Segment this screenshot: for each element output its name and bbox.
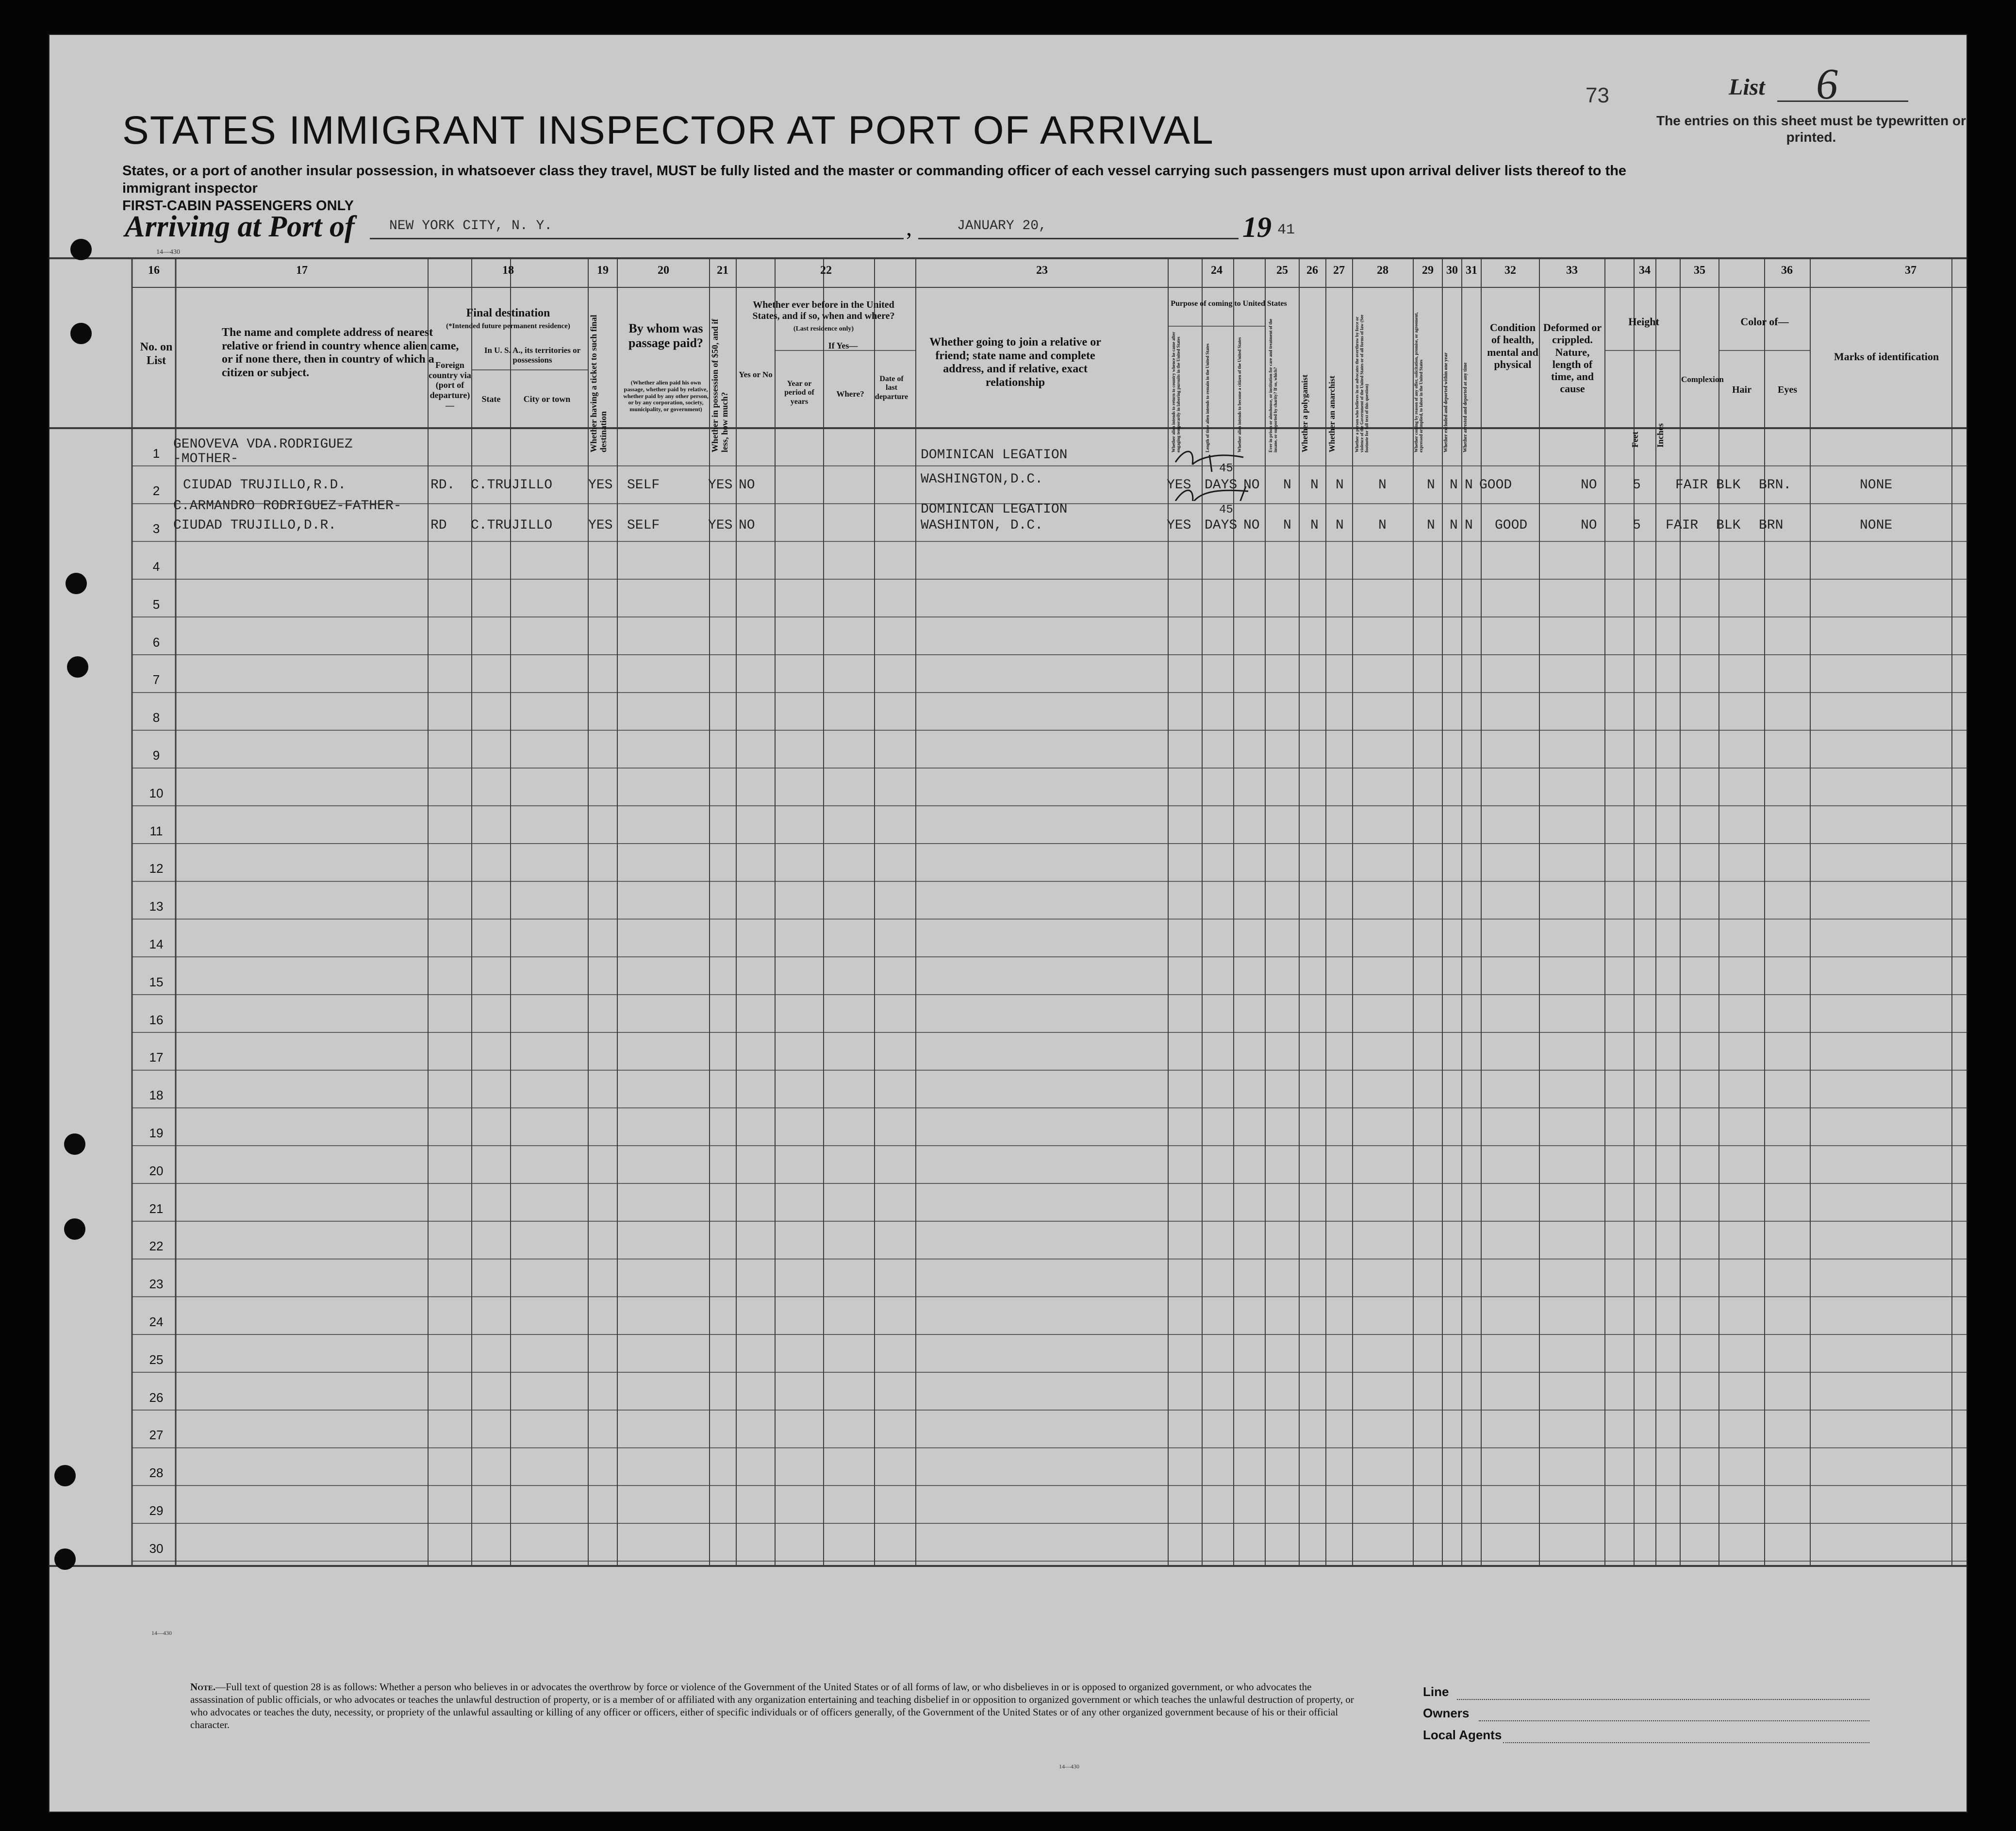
col19-header: Whether having a ticket to such final destination <box>589 315 608 452</box>
note-label: Note. <box>190 1681 216 1693</box>
line-dots <box>1457 1699 1869 1700</box>
entry2-money: YES <box>708 518 733 533</box>
row-number: 9 <box>152 748 160 763</box>
column-number: 25 <box>1276 264 1288 277</box>
col25-header: Ever in prison or almshouse, or institution for care and treatment of the insane, or supported by charity? If so, which? <box>1268 318 1278 452</box>
column-number: 36 <box>1781 264 1793 277</box>
col37-header: Marks of identification <box>1834 350 1939 363</box>
entry2-eyes: BRN <box>1759 518 1784 533</box>
col18-note: (*Intended future permanent residence) <box>446 322 570 330</box>
list-label: List <box>1729 74 1765 100</box>
entry2-before: NO <box>739 518 755 533</box>
entry1-state-city: C.TRUJILLO <box>471 478 553 493</box>
row-number: 13 <box>149 899 164 914</box>
row-number: 27 <box>149 1428 164 1443</box>
col29-header: Whether coming by reason of any offer, solicitation, promise, or agreement, expressed or implied, to labor in the United States <box>1414 312 1423 452</box>
row-number: 20 <box>149 1163 164 1178</box>
row-number: 18 <box>149 1088 164 1103</box>
col21-header: Whether in possession of $50, and if less, how much? <box>710 318 729 452</box>
col22-yesno: Yes or No <box>739 370 773 379</box>
col23-header: Whether going to join a relative or friend; state name and complete address, and if relative, exact relationship <box>929 336 1101 389</box>
row-number: 30 <box>149 1541 164 1556</box>
entry2-hair: BLK <box>1716 518 1741 533</box>
column-number: 23 <box>1036 264 1048 277</box>
col18-state: State <box>481 394 501 404</box>
entry2-length-num: 45 <box>1219 503 1233 516</box>
col18-foreign: Foreign country via (port of departure)— <box>429 360 471 410</box>
entry1-ticket: YES <box>588 478 613 493</box>
arriving-label: Arriving at Port of <box>125 210 355 243</box>
entry1-c26: N <box>1310 478 1319 493</box>
row-number: 24 <box>149 1314 164 1329</box>
col24-citizen: Whether alien intends to become a citizen of the United States <box>1237 337 1242 452</box>
entry2-foreign: RD <box>430 518 447 533</box>
subtitle-text: States, or a port of another insular possession, in whatsoever class they travel, MUST be fully listed and the master or commanding officer of each vessel carrying such passengers must upon arrival deliver lists thereof to the immigrant inspector <box>122 163 1627 196</box>
row-number: 4 <box>152 559 160 574</box>
entry2-health: GOOD <box>1495 518 1528 533</box>
column-number: 21 <box>717 264 728 277</box>
row-number: 22 <box>149 1239 164 1254</box>
note-text: —Full text of question 28 is as follows: Whether a person who believes in or advocates the overthrow by force or violence of the Government of the United States or of all forms of law, or who disbelieves in or is opposed to organized government, or who advocates the assassination of public officials, or who advocates or teaches the unlawful destruction of property, or is a member of or affiliated with any organization entertaining and teaching disbelief in or opposition to organized government or which teaches the unlawful destruction of property, or who advocates or teaches the duty, necessity, or propriety of the unlawful assaulting or killing of any officer or officers, either of specific individuals or of officers generally, of the Government of the United States or of any other organized government because of his or their official character. <box>190 1681 1354 1731</box>
entry2-deformed: NO <box>1581 518 1597 533</box>
entry1-health: GOOD <box>1479 478 1512 493</box>
entries-note: The entries on this sheet must be typewritten or printed. <box>1656 113 1966 145</box>
entry1-c27: N <box>1336 478 1344 493</box>
entry1-c25: N <box>1283 478 1291 493</box>
cabin-class: FIRST-CABIN PASSENGERS ONLY <box>122 198 354 214</box>
col20-header: By whom was passage paid? <box>628 321 703 350</box>
column-number: 20 <box>658 264 669 277</box>
page-title: STATES IMMIGRANT INSPECTOR AT PORT OF ARRIVAL <box>122 108 1214 152</box>
column-number: 29 <box>1422 264 1434 277</box>
entry2-join-address: WASHINTON, D.C. <box>921 518 1043 533</box>
date-value: JANUARY 20, <box>957 218 1047 233</box>
entry1-complexion: FAIR <box>1675 478 1708 493</box>
column-number: 19 <box>597 264 609 277</box>
port-value: NEW YORK CITY, N. Y. <box>389 218 553 233</box>
row-number: 15 <box>149 974 164 989</box>
entry1-marks: NONE <box>1860 478 1893 493</box>
entry1-before: NO <box>739 478 755 493</box>
entry2-ticket: YES <box>588 518 613 533</box>
entry1-join-address: WASHINGTON,D.C. <box>921 472 1043 487</box>
comma: , <box>906 215 912 241</box>
column-number: 18 <box>502 264 514 277</box>
col24-title: Purpose of coming to United States <box>1171 300 1287 308</box>
entry1-paid: SELF <box>627 478 660 493</box>
column-number: 24 <box>1211 264 1223 277</box>
entry1-c31: N <box>1465 478 1473 493</box>
col33-header: Deformed or crippled. Nature, length of time, and cause <box>1543 321 1602 395</box>
footnote <box>190 1681 1365 1731</box>
col34-title: Height <box>1628 316 1659 328</box>
col22-note: (Last residence only) <box>793 325 854 333</box>
entry1-money: YES <box>708 478 733 493</box>
entry2-c26: N <box>1310 518 1319 533</box>
row-number: 11 <box>149 823 163 838</box>
punch-hole <box>54 1465 76 1486</box>
col36-title: Color of— <box>1740 316 1789 328</box>
entry1-deformed: NO <box>1581 478 1597 493</box>
entry1-relation: -MOTHER- <box>173 451 239 466</box>
entry2-join: DOMINICAN LEGATION <box>921 502 1068 517</box>
row-number: 5 <box>152 597 160 612</box>
row-number: 28 <box>149 1465 164 1481</box>
year-suffix: 41 <box>1277 222 1295 238</box>
col22-title: Whether ever before in the United States, and if so, when and where? <box>752 300 895 321</box>
entry2-return: YES <box>1167 518 1191 533</box>
entry1-feet: 5 <box>1633 478 1641 493</box>
column-number: 17 <box>296 264 308 277</box>
punch-hole <box>64 1133 85 1155</box>
row-number: 16 <box>149 1012 164 1027</box>
row-number: 6 <box>152 634 160 649</box>
col16-header: No. on List <box>140 341 173 367</box>
handwritten-annotation <box>1166 443 1287 501</box>
col18-city: City or town <box>523 394 571 404</box>
col36-hair: Hair <box>1732 384 1752 395</box>
entry1-c29: N <box>1427 478 1435 493</box>
column-number: 22 <box>820 264 832 277</box>
column-number: 35 <box>1694 264 1705 277</box>
col31-header: Whether arrested and deported at any time <box>1463 362 1468 452</box>
col30-header: Whether excluded and deported within one year <box>1443 352 1449 452</box>
year-prefix: 19 <box>1242 211 1272 243</box>
punch-hole <box>64 1218 85 1240</box>
line-label: Line <box>1423 1684 1449 1699</box>
entry2-feet: 5 <box>1633 518 1641 533</box>
col27-header: Whether an anarchist <box>1327 375 1337 452</box>
entry2-length: DAYS <box>1205 518 1238 533</box>
col32-header: Condition of health, mental and physical <box>1487 321 1538 370</box>
punch-hole <box>54 1548 76 1570</box>
col34-inches: Inches <box>1655 423 1665 448</box>
col17-header: The name and complete address of nearest relative or friend in country whence alien came, or if none there, then in country of which a citizen or subject. <box>222 326 459 379</box>
col18-usa: In U. S. A., its territories or possessions <box>484 346 581 365</box>
entry1-length: DAYS <box>1205 478 1238 493</box>
row-number: 10 <box>149 785 164 800</box>
row-number: 23 <box>149 1277 164 1292</box>
col24-length: Length of time alien intends to remain in the United States <box>1205 343 1210 452</box>
table-grid <box>50 35 1966 1812</box>
punch-hole <box>70 239 92 260</box>
column-number: 28 <box>1377 264 1388 277</box>
entry2-c27: N <box>1336 518 1344 533</box>
row-number: 14 <box>149 936 164 951</box>
row-number: 25 <box>149 1352 164 1367</box>
form-code-footer: 14—430 <box>1059 1763 1079 1770</box>
column-number: 34 <box>1639 264 1651 277</box>
col22-date: Date of last departure <box>875 375 909 401</box>
owners-dots <box>1479 1720 1869 1721</box>
row-number: 26 <box>149 1390 164 1405</box>
column-number: 26 <box>1306 264 1318 277</box>
entry2-c25: N <box>1283 518 1291 533</box>
col35-header: Complexion <box>1681 375 1724 384</box>
entry2-paid: SELF <box>627 518 660 533</box>
entry2-name: C.ARMANDRO RODRIGUEZ-FATHER- <box>173 499 402 514</box>
entry2-c28: N <box>1378 518 1387 533</box>
row-number: 19 <box>149 1125 164 1140</box>
entry1-citizen: NO <box>1243 478 1260 493</box>
form-number: 73 <box>1586 83 1609 107</box>
col26-header: Whether a polygamist <box>1300 374 1309 452</box>
row-number: 21 <box>149 1201 164 1216</box>
form-code-top: 14—430 <box>156 249 180 256</box>
column-number: 33 <box>1566 264 1578 277</box>
entry1-c30: N <box>1450 478 1458 493</box>
row-number: 29 <box>149 1503 164 1518</box>
col20-note: (Whether alien paid his own passage, whether paid by relative, whether paid by any other person, or by any corporation, society, municipality, or government) <box>623 379 709 413</box>
manifest-sheet <box>49 34 1967 1813</box>
punch-hole <box>70 323 92 344</box>
col18-title: Final destination <box>466 307 550 319</box>
entry2-address: CIUDAD TRUJILLO,D.R. <box>173 518 337 533</box>
row-number: 17 <box>149 1050 164 1065</box>
entry1-join: DOMINICAN LEGATION <box>921 448 1068 463</box>
agents-dots <box>1503 1742 1869 1743</box>
list-number: 6 <box>1816 60 1838 108</box>
column-number: 31 <box>1466 264 1477 277</box>
entry2-c31: N <box>1465 518 1473 533</box>
column-number: 37 <box>1905 264 1917 277</box>
col22-where: Where? <box>836 389 864 399</box>
entry1-c28: N <box>1378 478 1387 493</box>
row-number: 3 <box>152 521 160 536</box>
column-number: 32 <box>1504 264 1516 277</box>
row-number: 1 <box>152 446 160 461</box>
punch-hole <box>66 573 87 594</box>
column-number: 27 <box>1333 264 1345 277</box>
entry1-eyes: BRN. <box>1759 478 1792 493</box>
entry1-length-num: 45 <box>1219 462 1233 475</box>
col22-year: Year or period of years <box>784 380 814 406</box>
column-number: 30 <box>1446 264 1458 277</box>
entry1-foreign: RD. <box>430 478 455 493</box>
form-code-bottom: 14—430 <box>151 1630 172 1636</box>
col22-ifyes: If Yes— <box>828 341 858 350</box>
entry1-return: YES <box>1167 478 1191 493</box>
entry2-c30: N <box>1450 518 1458 533</box>
entry1-address: CIUDAD TRUJILLO,R.D. <box>183 478 347 493</box>
column-number: 16 <box>148 264 160 277</box>
row-number: 12 <box>149 861 164 876</box>
owners-label: Owners <box>1423 1706 1470 1720</box>
row-number: 2 <box>152 483 160 499</box>
entry2-citizen: NO <box>1243 518 1260 533</box>
row-number: 7 <box>152 672 160 687</box>
col24-return: Whether alien intends to return to country whence he came after engaging temporarily in laboring pursuits in the United States <box>1171 332 1181 452</box>
col34-feet: Feet <box>1630 432 1640 448</box>
agents-label: Local Agents <box>1423 1728 1502 1742</box>
entry2-c29: N <box>1427 518 1435 533</box>
row-number: 8 <box>152 710 160 725</box>
col28-header: Whether a person who believes in or advocates the overthrow by force or violence of the Government of the United States or of all forms of law (See footnote for full text of this question) <box>1355 315 1369 452</box>
entry1-name: GENOVEVA VDA.RODRIGUEZ <box>173 437 353 452</box>
entry2-complexion: FAIR <box>1666 518 1699 533</box>
entry2-marks: NONE <box>1860 518 1893 533</box>
punch-hole <box>67 656 88 678</box>
entry1-hair: BLK <box>1716 478 1741 493</box>
entry2-state-city: C.TRUJILLO <box>471 518 553 533</box>
col36-eyes: Eyes <box>1778 384 1797 395</box>
